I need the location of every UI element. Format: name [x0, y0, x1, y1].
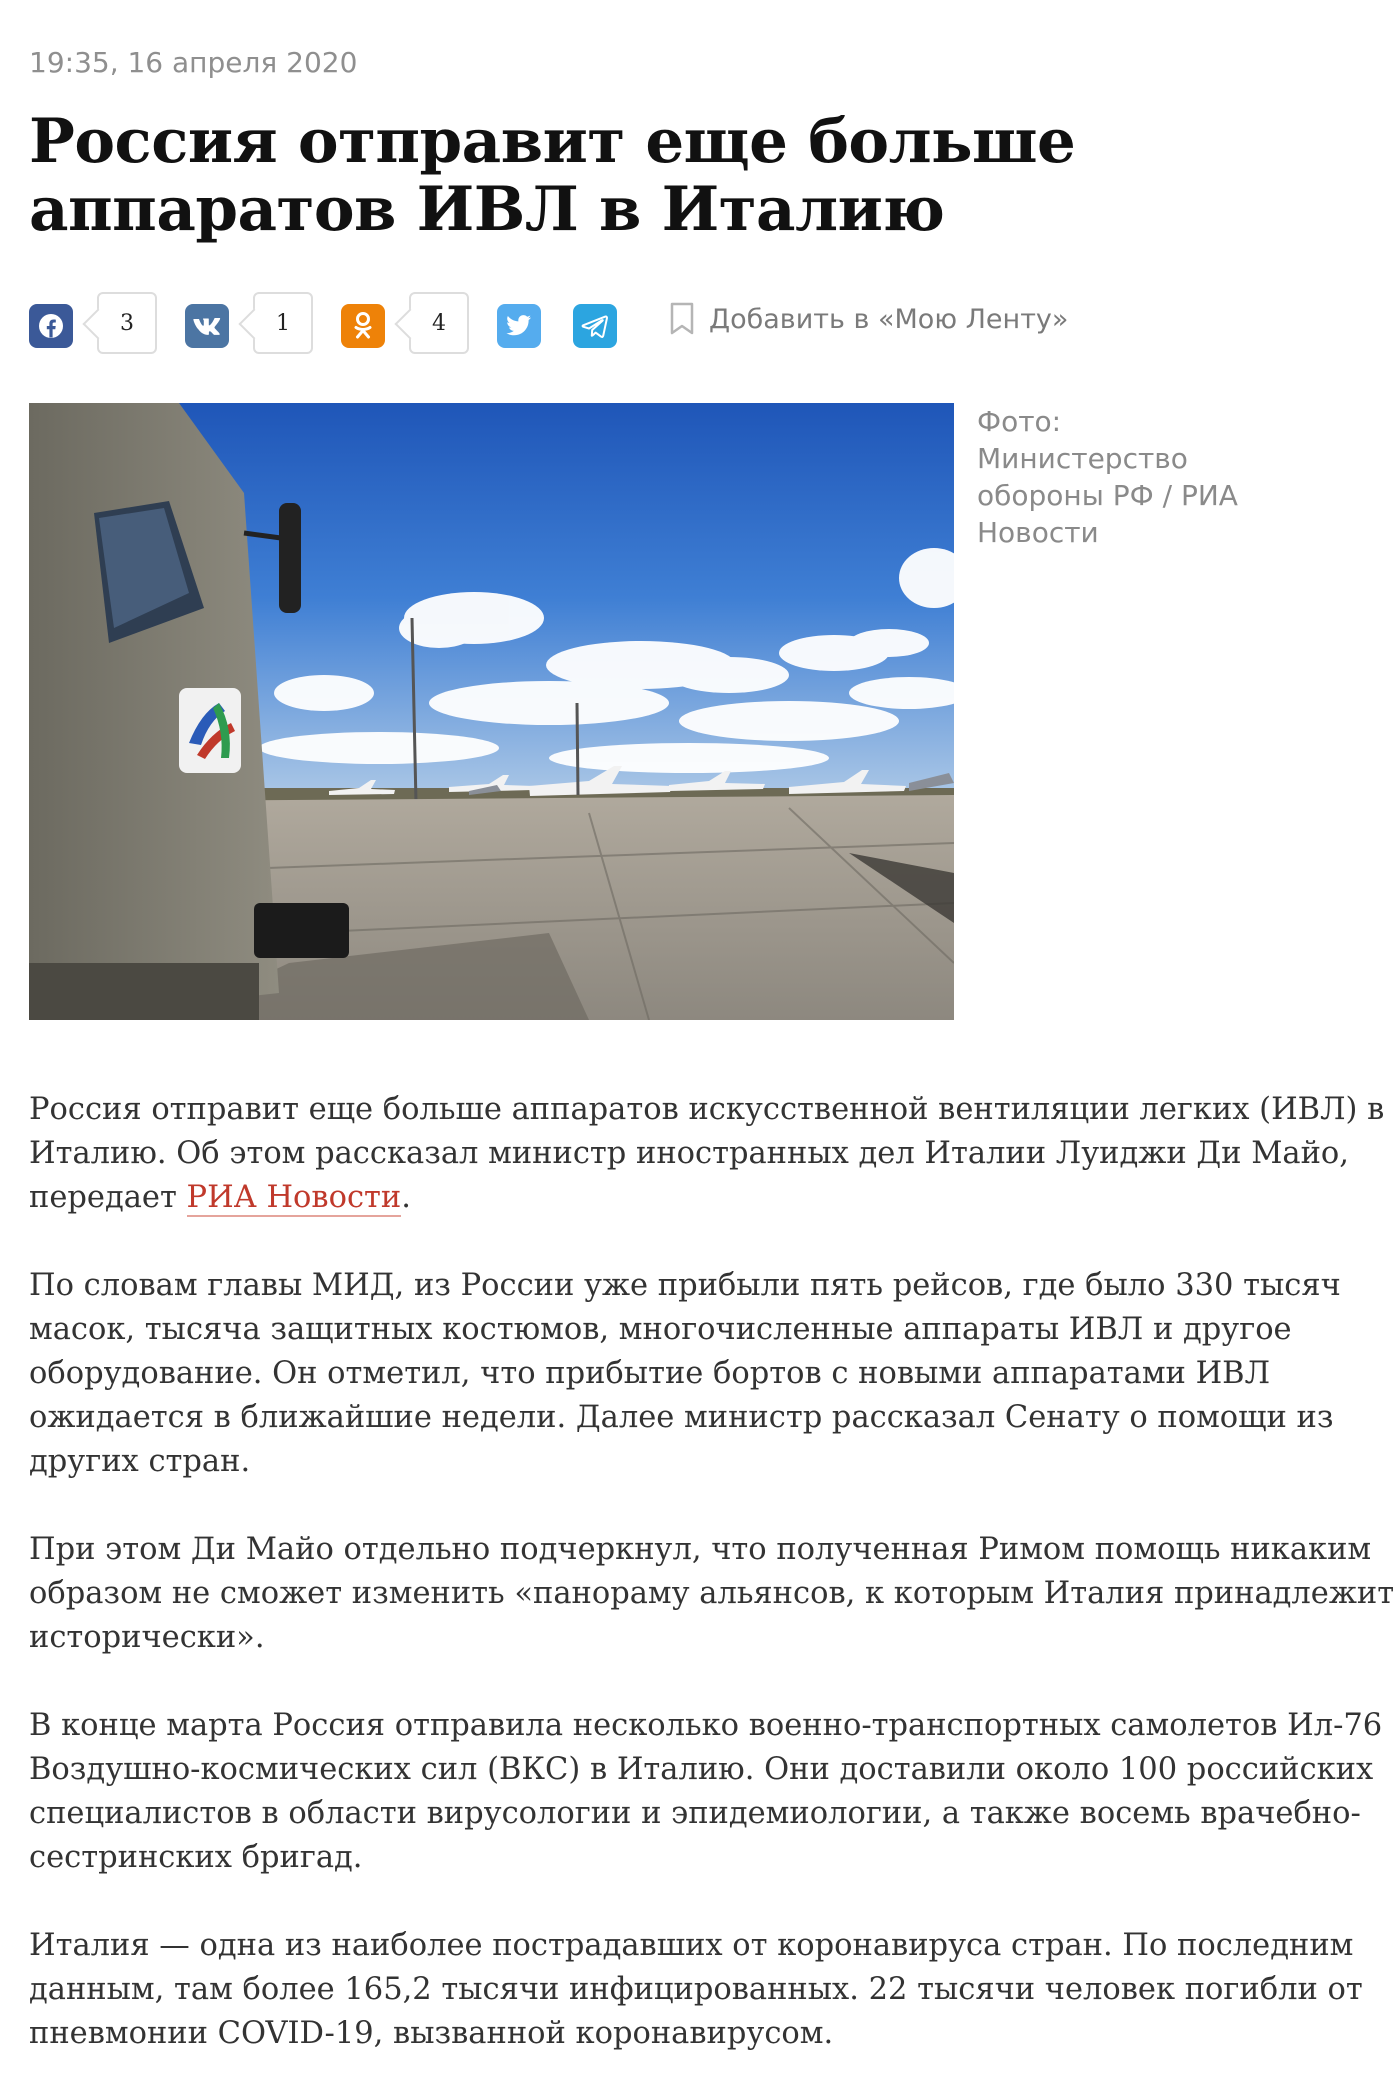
odnoklassniki-icon: [351, 311, 375, 341]
facebook-share-count: 3: [97, 292, 157, 354]
vk-share-button[interactable]: [185, 304, 229, 348]
twitter-share-button[interactable]: [497, 304, 541, 348]
article-paragraph-1: Россия отправит еще больше аппаратов искусственной вентиляции легких (ИВЛ) в Италию. Об этом рассказал министр иностранных дел Италии Луиджи Ди Майо, передает РИА Новости.: [29, 1092, 1385, 1215]
publish-date: 19:35, 16 апреля 2020: [29, 46, 358, 79]
facebook-icon: [37, 312, 65, 340]
odnoklassniki-share-button[interactable]: [341, 304, 385, 348]
ria-novosti-link[interactable]: РИА Новости: [186, 1180, 402, 1215]
article-paragraph-5: Италия — одна из наиболее пострадавших от коронавируса стран. По последним данным, там более 165,2 тысячи инфицированных. 22 тысячи человек погибли от пневмонии COVID-19, вызванной коронавирусом.: [29, 1928, 1363, 2051]
article-body: [29, 1088, 1399, 2100]
twitter-icon: [505, 314, 533, 338]
vk-share-count: 1: [253, 292, 313, 354]
odnoklassniki-share-count: 4: [409, 292, 469, 354]
telegram-icon: [581, 314, 609, 338]
facebook-share-button[interactable]: [29, 304, 73, 348]
article-title: Россия отправит еще больше аппаратов ИВЛ в Италию: [29, 106, 1076, 245]
article-photo: [29, 403, 954, 1020]
share-bar: [29, 292, 1229, 356]
article-paragraph-2: По словам главы МИД, из России уже прибыли пять рейсов, где было 330 тысяч масок, тысяча защитных костюмов, многочисленные аппараты ИВЛ и другое оборудование. Он отметил, что прибытие бортов с новыми аппаратами ИВЛ ожидается в ближайшие недели. Далее министр рассказал Сенату о помощи из других стран.: [29, 1268, 1341, 1479]
add-to-my-feed-button[interactable]: [669, 302, 1068, 336]
telegram-share-button[interactable]: [573, 304, 617, 348]
article-paragraph-4: В конце марта Россия отправила несколько военно-транспортных самолетов Ил-76 Воздушно-космических сил (ВКС) в Италию. Они доставили около 100 российских специалистов в области вирусологии и эпидемиологии, а также восемь врачебно-сестринских бригад.: [29, 1708, 1383, 1875]
article-paragraph-3: При этом Ди Майо отдельно подчеркнул, что полученная Римом помощь никаким образом не сможет изменить «панораму альянсов, к которым Италия принадлежит исторически».: [29, 1532, 1395, 1655]
add-to-my-feed-label: Добавить в «Мою Ленту»: [709, 303, 1069, 335]
vk-icon: [192, 316, 222, 336]
bookmark-icon: [669, 302, 695, 336]
photo-caption: Фото: Министерство обороны РФ / РИА Новости: [977, 405, 1238, 549]
